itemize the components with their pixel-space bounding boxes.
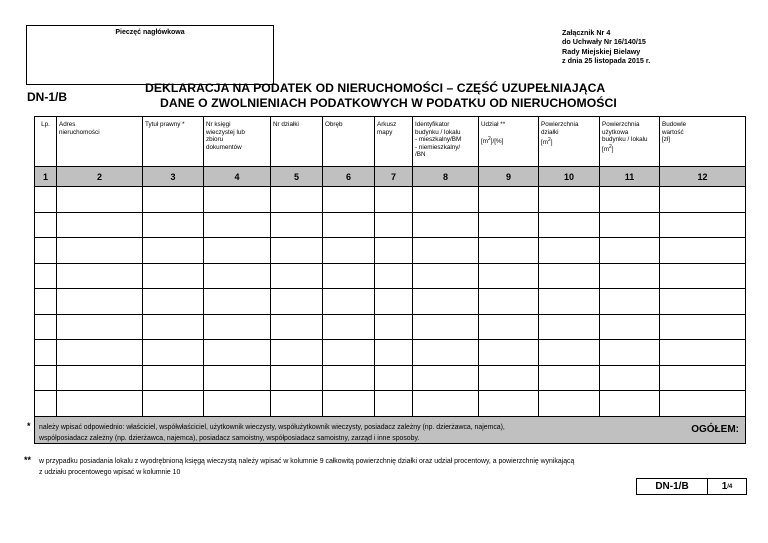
table-row bbox=[35, 238, 746, 264]
col-header-identyfikator: Identyfikator budynku / lokalu - mieszkalny/BM - niemieszkalny/ /BN bbox=[413, 117, 479, 167]
page-badge bbox=[636, 478, 747, 495]
column-number: 6 bbox=[323, 167, 375, 187]
table-cell[interactable] bbox=[323, 391, 375, 417]
table-cell[interactable] bbox=[539, 212, 600, 238]
annex-line: Załącznik Nr 4 bbox=[562, 28, 611, 37]
table-cell[interactable] bbox=[204, 212, 271, 238]
table-cell[interactable] bbox=[323, 365, 375, 391]
table-cell[interactable] bbox=[375, 263, 413, 289]
table-cell[interactable] bbox=[600, 187, 660, 213]
table-cell[interactable] bbox=[660, 212, 746, 238]
table-cell[interactable] bbox=[479, 263, 539, 289]
column-number: 4 bbox=[204, 167, 271, 187]
table-cell[interactable] bbox=[271, 212, 323, 238]
badge-form-code: DN-1/B bbox=[637, 479, 708, 494]
table-cell[interactable] bbox=[204, 238, 271, 264]
table-cell[interactable] bbox=[539, 238, 600, 264]
table-cell[interactable] bbox=[600, 365, 660, 391]
table-cell[interactable] bbox=[143, 212, 204, 238]
table-cell[interactable] bbox=[413, 187, 479, 213]
column-number: 3 bbox=[143, 167, 204, 187]
table-cell[interactable] bbox=[57, 314, 143, 340]
col-header-pow-dzialki: Powierzchnia działki $[m^2]$ bbox=[539, 117, 600, 167]
table-cell[interactable] bbox=[271, 365, 323, 391]
footnote-2 bbox=[39, 457, 739, 478]
table-cell[interactable] bbox=[35, 212, 57, 238]
table-cell[interactable] bbox=[375, 391, 413, 417]
table-cell[interactable] bbox=[143, 365, 204, 391]
col-header-lp: Lp. bbox=[35, 117, 57, 167]
table-cell[interactable] bbox=[57, 263, 143, 289]
table-cell[interactable] bbox=[57, 238, 143, 264]
annex-line: Rady Miejskiej Bielawy bbox=[562, 46, 641, 56]
column-number: 10 bbox=[539, 167, 600, 187]
table-cell[interactable] bbox=[413, 391, 479, 417]
table-cell[interactable] bbox=[660, 289, 746, 315]
table-cell[interactable] bbox=[35, 365, 57, 391]
form-title-line2: DANE O ZWOLNIENIACH PODATKOWYCH W PODATKU OD NIERUCHOMOŚCI bbox=[160, 96, 617, 110]
table-cell[interactable] bbox=[143, 263, 204, 289]
table-cell[interactable] bbox=[539, 289, 600, 315]
table-cell[interactable] bbox=[57, 187, 143, 213]
column-number: 1 bbox=[35, 167, 57, 187]
header-stamp-box bbox=[26, 25, 274, 85]
col-header-adres: Adres nieruchomości bbox=[57, 117, 143, 167]
table-cell[interactable] bbox=[375, 289, 413, 315]
col-header-udzial: Udział ** $[m^2]/[\%]$ bbox=[479, 117, 539, 167]
table-cell[interactable] bbox=[660, 263, 746, 289]
table-cell[interactable] bbox=[57, 340, 143, 366]
table-cell[interactable] bbox=[323, 212, 375, 238]
table-cell[interactable] bbox=[35, 391, 57, 417]
stamp-label: Pieczęć nagłówkowa bbox=[115, 29, 185, 36]
table-cell[interactable] bbox=[375, 212, 413, 238]
table-cell[interactable] bbox=[660, 238, 746, 264]
table-cell[interactable] bbox=[375, 365, 413, 391]
table-cell[interactable] bbox=[323, 238, 375, 264]
table-cell[interactable] bbox=[204, 391, 271, 417]
table-cell[interactable] bbox=[539, 314, 600, 340]
table-cell[interactable] bbox=[271, 238, 323, 264]
table-cell[interactable] bbox=[204, 289, 271, 315]
table-cell[interactable] bbox=[413, 263, 479, 289]
table-cell[interactable] bbox=[600, 263, 660, 289]
table-cell[interactable] bbox=[271, 289, 323, 315]
table-cell[interactable] bbox=[479, 187, 539, 213]
table-cell[interactable] bbox=[57, 212, 143, 238]
table-cell[interactable] bbox=[323, 340, 375, 366]
table-cell[interactable] bbox=[143, 340, 204, 366]
column-number: 11 bbox=[600, 167, 660, 187]
col-header-obreb: Obręb bbox=[323, 117, 375, 167]
column-number-row bbox=[35, 167, 746, 187]
footnote-line: należy wpisać odpowiednio: właściciel, współwłaściciel, użytkownik wieczysty, współużytkownik wieczysty, posiadacz zależny (np. dzierżawca, najemca), bbox=[39, 424, 505, 431]
table-cell[interactable] bbox=[600, 391, 660, 417]
table-cell[interactable] bbox=[539, 340, 600, 366]
table-cell[interactable] bbox=[271, 263, 323, 289]
table-cell[interactable] bbox=[660, 187, 746, 213]
table-cell[interactable] bbox=[413, 314, 479, 340]
table-cell[interactable] bbox=[660, 314, 746, 340]
col-header-dzialka: Nr działki bbox=[271, 117, 323, 167]
table-cell[interactable] bbox=[600, 212, 660, 238]
col-header-pow-uzytkowa: Powierzchnia użytkowa budynku / lokalu $[m^2]$ bbox=[600, 117, 660, 167]
table-cell[interactable] bbox=[143, 289, 204, 315]
table-row bbox=[35, 391, 746, 417]
table-cell[interactable] bbox=[204, 187, 271, 213]
table-cell[interactable] bbox=[479, 314, 539, 340]
table-cell[interactable] bbox=[271, 340, 323, 366]
table-cell[interactable] bbox=[539, 187, 600, 213]
column-number: 8 bbox=[413, 167, 479, 187]
table-cell[interactable] bbox=[479, 238, 539, 264]
annex-info bbox=[562, 28, 650, 65]
table-cell[interactable] bbox=[271, 391, 323, 417]
table-row bbox=[35, 263, 746, 289]
table-cell[interactable] bbox=[660, 391, 746, 417]
table-cell[interactable] bbox=[600, 289, 660, 315]
table-cell[interactable] bbox=[479, 289, 539, 315]
total-label: OGÓŁEM: bbox=[35, 416, 746, 443]
table-cell[interactable] bbox=[204, 263, 271, 289]
table-cell[interactable] bbox=[600, 340, 660, 366]
table-cell[interactable] bbox=[413, 340, 479, 366]
table-cell[interactable] bbox=[143, 187, 204, 213]
table-cell[interactable] bbox=[204, 365, 271, 391]
table-cell[interactable] bbox=[323, 314, 375, 340]
table-cell[interactable] bbox=[35, 263, 57, 289]
table-cell[interactable] bbox=[413, 212, 479, 238]
table-cell[interactable] bbox=[660, 365, 746, 391]
table-cell[interactable] bbox=[375, 187, 413, 213]
form-title-line1: DEKLARACJA NA PODATEK OD NIERUCHOMOŚCI – CZĘŚĆ UZUPEŁNIAJĄCA bbox=[145, 81, 606, 95]
table-cell[interactable] bbox=[539, 263, 600, 289]
table-cell[interactable] bbox=[57, 391, 143, 417]
table-cell[interactable] bbox=[375, 238, 413, 264]
table-cell[interactable] bbox=[57, 289, 143, 315]
table-cell[interactable] bbox=[323, 187, 375, 213]
table-cell[interactable] bbox=[539, 365, 600, 391]
table-cell[interactable] bbox=[143, 238, 204, 264]
column-number: 7 bbox=[375, 167, 413, 187]
col-header-arkusz: Arkusz mapy bbox=[375, 117, 413, 167]
footnote-line: w przypadku posiadania lokalu z wyodrębnioną księgą wieczystą należy wpisać w kolumnie 9 całkowitą powierzchnię działki oraz udział procentowy, a powierzchnię wynikającą bbox=[39, 458, 575, 465]
table-cell[interactable] bbox=[600, 238, 660, 264]
col-header-ksiega: Nr księgi wieczystej lub zbioru dokumentów bbox=[204, 117, 271, 167]
column-number: 12 bbox=[660, 167, 746, 187]
table-cell[interactable] bbox=[375, 314, 413, 340]
table-cell[interactable] bbox=[600, 314, 660, 340]
exemptions-table bbox=[34, 116, 746, 444]
table-cell[interactable] bbox=[539, 391, 600, 417]
header-row bbox=[35, 117, 746, 167]
col-header-tytul: Tytuł prawny * bbox=[143, 117, 204, 167]
annex-line: z dnia 25 listopada 2015 r. bbox=[562, 55, 651, 65]
table-row bbox=[35, 289, 746, 315]
column-number: 5 bbox=[271, 167, 323, 187]
table-cell[interactable] bbox=[204, 314, 271, 340]
table-row bbox=[35, 212, 746, 238]
table-cell[interactable] bbox=[271, 187, 323, 213]
table-cell[interactable] bbox=[323, 263, 375, 289]
table-cell[interactable] bbox=[479, 340, 539, 366]
annex-line: do Uchwały Nr 16/140/15 bbox=[562, 37, 646, 47]
table-cell[interactable] bbox=[479, 391, 539, 417]
footnote-1 bbox=[39, 423, 729, 444]
table-row bbox=[35, 340, 746, 366]
table-cell[interactable] bbox=[204, 340, 271, 366]
column-number: 2 bbox=[57, 167, 143, 187]
table-cell[interactable] bbox=[660, 340, 746, 366]
table-row bbox=[35, 314, 746, 340]
footnote-marker: * bbox=[27, 421, 31, 431]
table-cell[interactable] bbox=[35, 314, 57, 340]
form-code: DN-1/B bbox=[27, 90, 68, 104]
table-row bbox=[35, 365, 746, 391]
table-cell[interactable] bbox=[143, 391, 204, 417]
table-cell[interactable] bbox=[143, 314, 204, 340]
table-cell[interactable] bbox=[35, 340, 57, 366]
table-cell[interactable] bbox=[479, 212, 539, 238]
table-cell[interactable] bbox=[57, 365, 143, 391]
table-cell[interactable] bbox=[413, 289, 479, 315]
table-cell[interactable] bbox=[35, 289, 57, 315]
table-cell[interactable] bbox=[271, 314, 323, 340]
table-cell[interactable] bbox=[413, 238, 479, 264]
table-cell[interactable] bbox=[35, 187, 57, 213]
table-cell[interactable] bbox=[413, 365, 479, 391]
table-cell[interactable] bbox=[479, 365, 539, 391]
table-cell[interactable] bbox=[375, 340, 413, 366]
footnote-line: z udziału procentowego wpisać w kolumnie 10 bbox=[39, 468, 181, 476]
footnote-marker: ** bbox=[24, 455, 32, 465]
table-row bbox=[35, 187, 746, 213]
badge-page-number: 1 /4 bbox=[721, 481, 733, 492]
footnote-line: współposiadacz zależny (np. dzierżawca, najemca), posiadacz samoistny, współposiadacz samoistny, zarząd i inne sposoby. bbox=[39, 434, 420, 442]
column-number: 9 bbox=[479, 167, 539, 187]
col-header-budowle: Budowle wartość [zł] bbox=[660, 117, 746, 167]
table-cell[interactable] bbox=[323, 289, 375, 315]
table-cell[interactable] bbox=[35, 238, 57, 264]
